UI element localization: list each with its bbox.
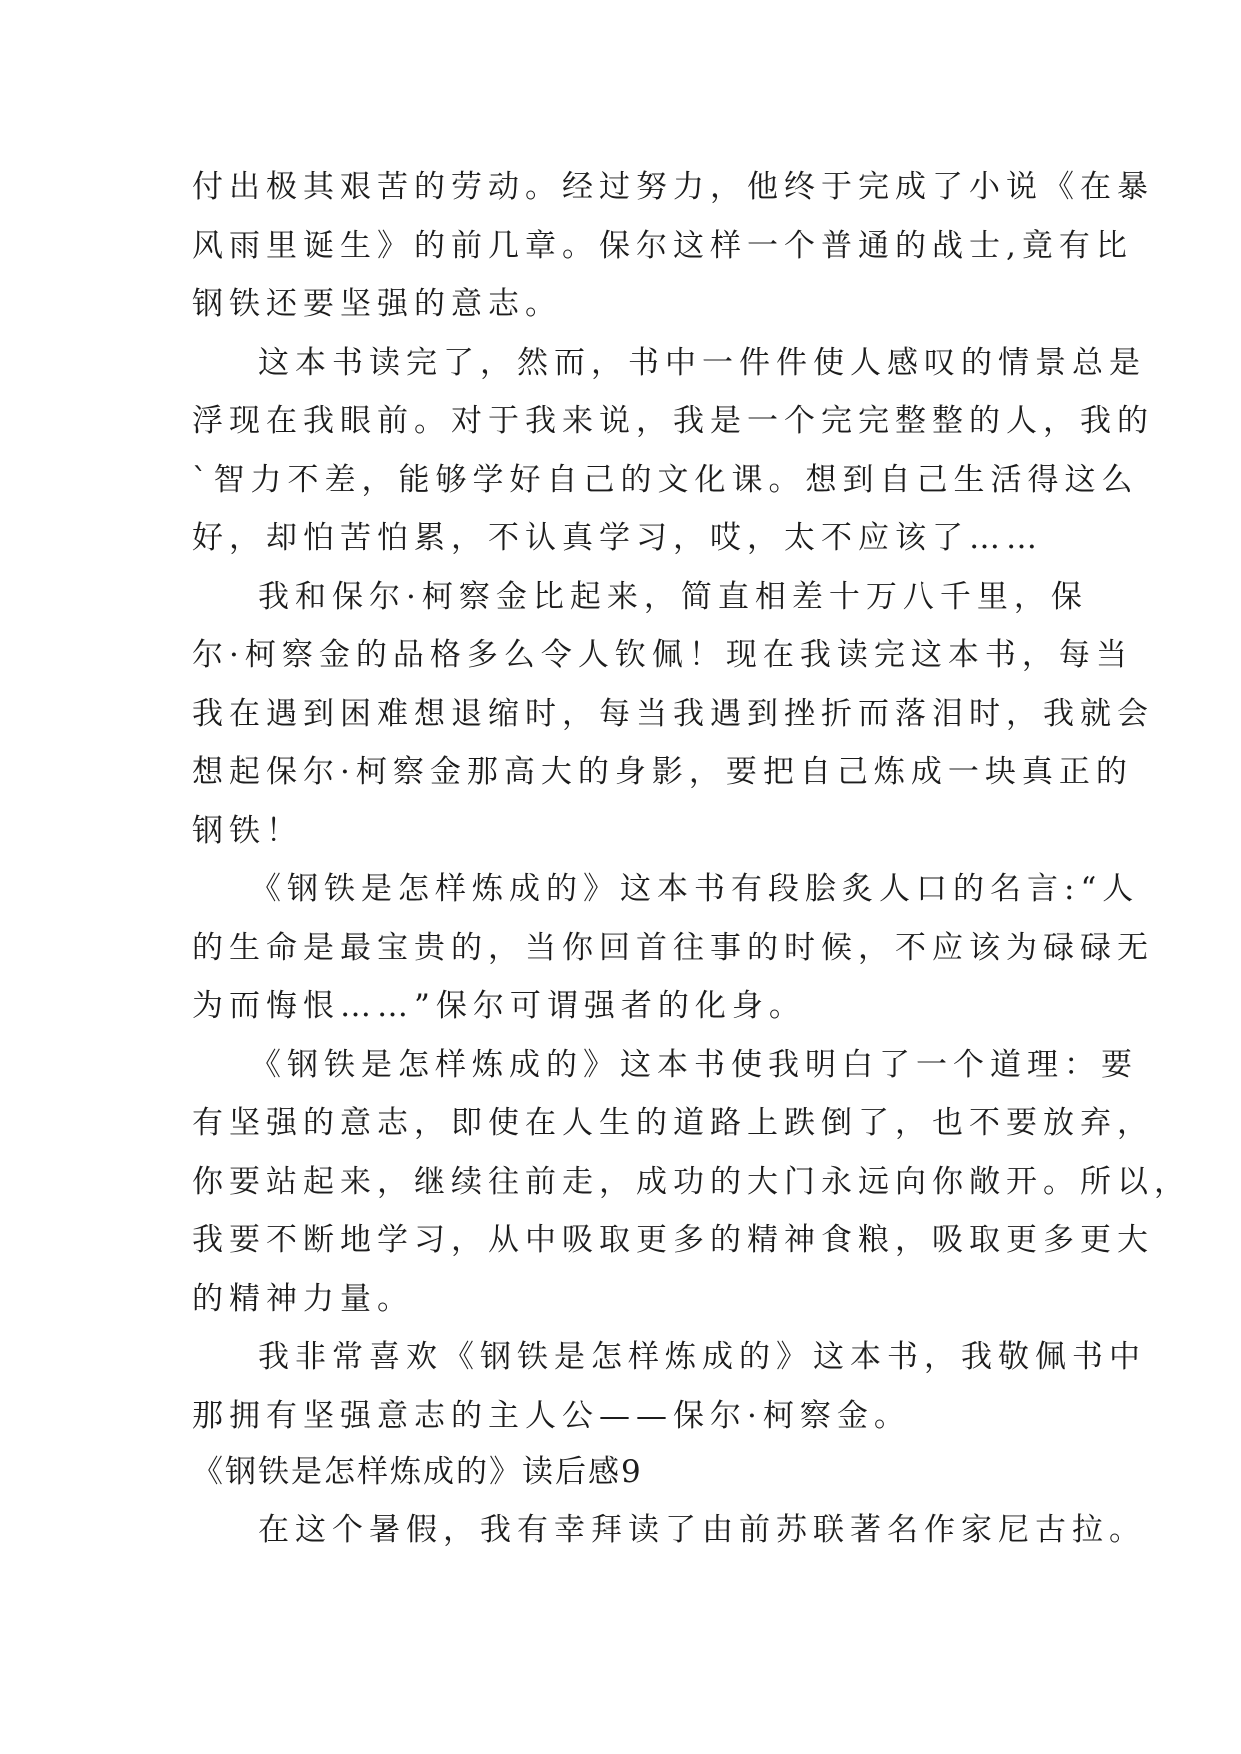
text-line: 钢铁还要坚强的意志。	[192, 286, 562, 322]
paragraph-first-line: 《钢铁是怎样炼成的》这本书有段脍炙人口的名言:“人	[250, 871, 1140, 907]
text-line: 风雨里诞生》的前几章。保尔这样一个普通的战士,竟有比	[192, 228, 1133, 264]
text-line: 钢铁！	[192, 813, 303, 849]
text-line: 的生命是最宝贵的，当你回首往事的时候，不应该为碌碌无	[192, 930, 1154, 966]
paragraph-first-line: 我非常喜欢《钢铁是怎样炼成的》这本书，我敬佩书中	[258, 1339, 1146, 1375]
text-line: 浮现在我眼前。对于我来说，我是一个完完整整的人，我的	[192, 403, 1154, 439]
text-line: 你要站起来，继续往前走，成功的大门永远向你敞开。所以，	[192, 1164, 1191, 1200]
text-line: 好，却怕苦怕累，不认真学习，哎，太不应该了……	[192, 520, 1043, 556]
text-line: 为而悔恨……”保尔可谓强者的化身。	[192, 988, 806, 1024]
paragraph-first-line: 《钢铁是怎样炼成的》这本书使我明白了一个道理：要	[250, 1047, 1138, 1083]
paragraph-first-line: 在这个暑假，我有幸拜读了由前苏联著名作家尼古拉。	[258, 1512, 1146, 1548]
paragraph-first-line: 我和保尔·柯察金比起来，简直相差十万八千里，保	[258, 579, 1088, 615]
text-line: 的精神力量。	[192, 1281, 414, 1317]
text-line: 我要不断地学习，从中吸取更多的精神食粮，吸取更多更大	[192, 1222, 1154, 1258]
text-line: 那拥有坚强意志的主人公——保尔·柯察金。	[192, 1398, 911, 1434]
text-line: 尔·柯察金的品格多么令人钦佩！现在我读完这本书，每当	[192, 637, 1133, 673]
text-line: 付出极其艰苦的劳动。经过努力，他终于完成了小说《在暴	[192, 169, 1154, 205]
text-line: 有坚强的意志，即使在人生的道路上跌倒了，也不要放弃，	[192, 1105, 1154, 1141]
section-heading: 《钢铁是怎样炼成的》读后感9	[192, 1454, 643, 1490]
text-line: 我在遇到困难想退缩时，每当我遇到挫折而落泪时，我就会	[192, 696, 1154, 732]
text-line: 想起保尔·柯察金那高大的身影，要把自己炼成一块真正的	[192, 754, 1133, 790]
paragraph-first-line: 这本书读完了，然而，书中一件件使人感叹的情景总是	[258, 345, 1146, 381]
text-line: `智力不差，能够学好自己的文化课。想到自己生活得这么	[192, 462, 1139, 498]
